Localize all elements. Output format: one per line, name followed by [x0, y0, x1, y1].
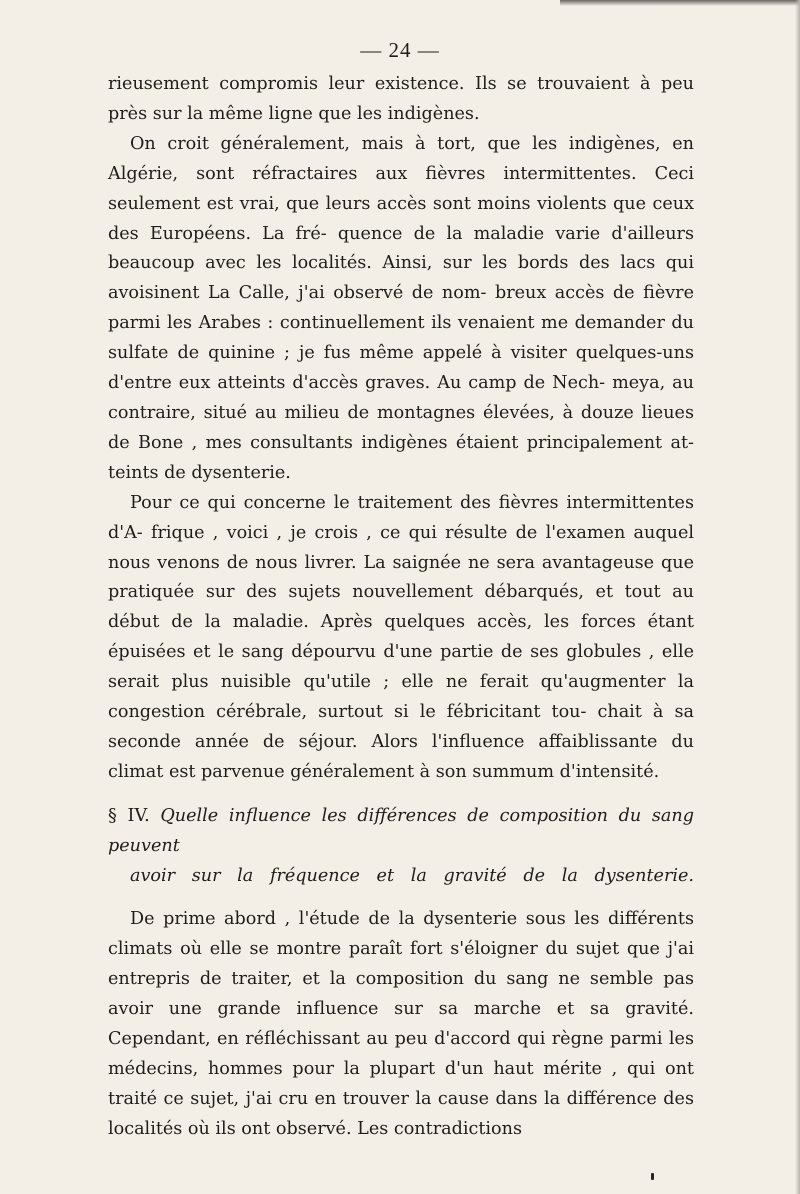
paragraph-continuation: rieusement compromis leur existence. Ils se trouvaient à peu près sur la même ligne que les indigènes.: [108, 74, 694, 124]
page-edge-shadow: [560, 0, 800, 6]
section-number: § IV.: [108, 805, 150, 826]
paragraph-dysenterie: De prime abord , l'étude de la dysenterie sous les différents climats où elle se montre paraît fort s'éloigner du sujet que j'ai entrepris de traiter, et la composition du sang ne semble pas avoir une grande influence sur sa marche et sa gravité. Cependant, en réfléchissant au peu d'accord qui règne parmi les médecins, hommes pour la plupart d'un haut mérite , qui ont traité ce sujet, j'ai cru en trouver la cause dans la différence des localités où ils ont observé. Les contradictions: [108, 909, 694, 1139]
page-edge-right: [795, 0, 800, 1194]
section-title-part-1: Quelle influence les différences de composition du sang peuvent: [108, 805, 695, 856]
body-text: [108, 70, 694, 1145]
section-heading-line-1: [108, 802, 694, 862]
ink-speck: [651, 1173, 654, 1180]
section-heading: [108, 802, 694, 892]
paragraph-indigenes: On croit généralement, mais à tort, que les indigènes, en Algérie, sont réfractaires aux fièvres intermittentes. Ceci seulement est vrai, que leurs accès sont moins violents que ceux des Européens. La fré- quence de la maladie varie d'ailleurs beaucoup avec les localités. Ainsi, sur les bords des lacs qui avoisinent La Calle, j'ai observé de nom- breux accès de fièvre parmi les Arabes : continuellement ils venaient me demander du sulfate de quinine ; je fus même appelé à visiter quelques-uns d'entre eux atteints d'accès graves. Au camp de Nech- meya, au contraire, situé au milieu de montagnes élevées, à douze lieues de Bone , mes consultants indigènes étaient principalement at- teints de dysenterie.: [108, 133, 694, 483]
paragraph-traitement: Pour ce qui concerne le traitement des fièvres intermittentes d'A- frique , voici , je crois , ce qui résulte de l'examen auquel nous venons de nous livrer. La saignée ne sera avantageuse que pratiquée sur des sujets nouvellement débarqués, et tout au début de la maladie. Après quelques accès, les forces étant épuisées et le sang dépourvu d'une partie de ses globules , elle serait plus nuisible qu'utile ; elle ne ferait qu'augmenter la congestion cérébrale, surtout si le fébricitant tou- chait à sa seconde année de séjour. Alors l'influence affaiblissante du climat est parvenue généralement à son summum d'intensité.: [108, 492, 694, 782]
page-number: — 24 —: [360, 38, 440, 62]
section-title-part-2: avoir sur la fréquence et la gravité de la dysenterie.: [130, 865, 694, 886]
